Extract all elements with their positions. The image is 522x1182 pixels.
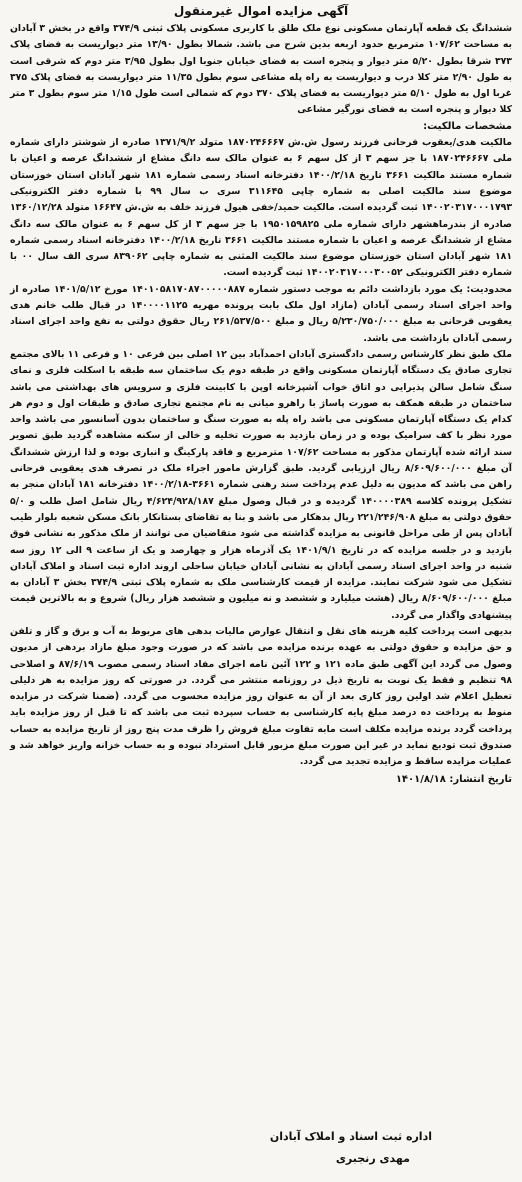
signer-name: مهدی رنجبری xyxy=(335,1152,410,1165)
property-description: ششدانگ یک قطعه آپارتمان مسکونی نوع ملک طلق با کاربری مسکونی پلاک ثبتی ۳۷۴/۹ واقع در بخش ۳ آبادان به مساحت ۱۰۷/۶۲ مترمربع حدود اربعه بدین شرح می باشد. شمالا بطول ۱۳/۹۰ متر دیواریست به فضای پلاک ۳۷۳ شرقا بطول ۵/۲۰ متر دیوار و پنجره است به فضای خیابان جنوبا اول بطول ۳/۹۵ متر دوم که شرقی است به طول ۲/۹۰ متر کلا درب و دیواریست به راه پله مشاعی سوم بطول ۱۱/۳۵ متر دیواریست به فضای پلاک ۳۷۵ غربا اول به طول ۵/۱۰ متر دیواریست به فضای پلاک ۳۷۰ دوم که شمالی است طول ۱/۱۵ متر سوم بطول ۳ متر کلا دیوار و پنجره است به فضای نورگیر مشاعی xyxy=(10,23,512,116)
signature-block xyxy=(10,1126,512,1176)
ownership-heading: مشخصات مالکیت: xyxy=(423,120,512,132)
publish-date: تاریخ انتشار: ۱۴۰۱/۸/۱۸ xyxy=(395,773,512,785)
issuing-office: اداره ثبت اسناد و املاک آبادان xyxy=(269,1130,432,1143)
restrictions-paragraph: محدودیت: یک مورد بازداشت دائم به موجب دستور شماره ۱۴۰۱۰۵۸۱۷۰۸۷۰۰۰۰۰۸۸۷ مورخ ۱۴۰۱/۵/۱۲ صادره از واحد اجرای اسناد رسمی آبادان (مازاد اول ملک بابت پرونده مهریه ۱۴۰۰۰۰۱۱۲۵ در قبال طلب خانم هدی یعقوبی فرحانی به مبلغ ۵/۲۳۰/۷۵۰/۰۰۰ ریال و مبلغ ۲۶۱/۵۳۷/۵۰۰ ریال حقوق دولتی به نفع واحد اجرای اسناد رسمی آبادان بازداشت می باشد. xyxy=(10,283,513,344)
ownership-details: مالکیت هدی/یعقوب فرحانی فرزند رسول ش.ش ۱۸۷۰۲۴۶۶۶۷ متولد ۱۳۷۱/۹/۲ صادره از شوشتر دارای شماره ملی ۱۸۷۰۲۴۶۶۶۷ با جز سهم ۳ از کل سهم ۶ به عنوان مالک سه دانگ مشاع از ششدانگ عرصه و اعیان با شماره مستند مالکیت ۳۶۶۱ تاریخ ۱۴۰۰/۲/۱۸ دفترخانه اسناد رسمی شماره ۱۸۱ شهر آبادان استان خوزستان موضوع سند مالکیت اصلی به شماره چاپی ۳۱۱۶۴۵ سری ب سال ۹۹ با شماره دفتر الکترونیکی ۱۴۰۰۲۰۳۱۷۰۰۰۱۷۹۳ ثبت گردیده است. مالکیت حمید/خفی هیول فرزند خلف به ش.ش ۱۶۶۴۷ متولد ۱۳۶۰/۱۲/۲۸ صادره از بندرماهشهر دارای شماره ملی ۱۹۵۰۱۵۹۸۲۵ با جز سهم ۳ از کل سهم ۶ به عنوان مالک سه دانگ مشاع از ششدانگ عرصه و اعیان با شماره مستند مالکیت ۳۶۶۱ تاریخ ۱۴۰۰/۲/۱۸ دفترخانه اسناد رسمی شماره ۱۸۱ شهر آبادان استان خوزستان موضوع سند مالکیت المثنی به شماره چاپی ۸۳۹۰۶۲ سری الف سال ۰۰ با شماره دفتر الکترونیکی ۱۴۰۰۲۰۳۱۷۰۰۰۳۰۰۵۲ ثبت گردیده است. xyxy=(10,137,513,279)
expert-assessment-paragraph: ملک طبق نظر کارشناس رسمی دادگستری آبادان احمدآباد بین ۱۲ اصلی بین فرعی ۱۰ و فرعی ۱۱ بالای مجتمع تجاری صادق یک دستگاه آپارتمان مسکونی واقع در طبقه دوم یک ساختمان سه طبقه با اسکلت فلزی و نمای سنگ شامل سالن پذیرایی دو اتاق خواب آشپزخانه اوپن با کابینت فلزی و سرویس های بهداشتی می باشد ساختمان در طبقه همکف به صورت پاساژ با راهرو میانی به نام مجتمع تجاری صادق و طبقات اول و دوم هر کدام یک دستگاه آپارتمان مسکونی می باشد راه پله به صورت سنگ و ساختمان بدون آسانسور می باشد واحد مورد نظر با کف سرامیک بوده و در زمان بازدید به صورت تخلیه و خالی از سکنه مشاهده گردید طبق تصویر سند ارائه شده آپارتمان مذکور به مساحت ۱۰۷/۶۲ مترمربع و فاقد پارکینگ و انباری بوده و لذا ارزش ششدانگ آن مبلغ ۸/۶۰۹/۶۰۰/۰۰۰ ریال ارزیابی گردید. طبق گزارش مامور اجراء ملک در تصرف هدی یعقوبی فرحانی راهن می باشد که مدیون به دلیل عدم پرداخت سند رهنی شماره ۳۶۶۱-۱۴۰۰/۲/۱۸ دفترخانه ۱۸۱ آبادان منجر به تشکیل پرونده کلاسه ۱۴۰۰۰۰۳۸۹ گردیده و در قبال وصول مبلغ ۴/۶۲۴/۹۲۸/۱۸۷ ریال شامل اصل طلب و ۵/۰ حقوق دولتی به مبلغ ۲۲۱/۲۴۶/۹۰۸ ریال بدهکار می باشد و بنا به تقاضای بستانکار بانک مسکن شعبه بلوار طیب آبادان پس از طی مراحل قانونی به مزایده گذاشته می شود متقاضیان می توانند از ملک مذکور به نشانی فوق بازدید و در جلسه مزایده که در تاریخ ۱۴۰۱/۹/۱ یک آذرماه هزار و چهارصد و یک از ساعت ۹ الی ۱۲ روز سه شنبه در واحد اجرای اسناد رسمی آبادان به نشانی آبادان خیابان ساحلی اروند اداره ثبت اسناد و املاک آبادان تشکیل می شود شرکت نمایند. مزایده از قیمت کارشناسی ملک به شماره پلاک ثبتی ۳۷۴/۹ بخش ۳ آبادان به مبلغ ۸/۶۰۹/۶۰۰/۰۰۰ ریال (هشت میلیارد و ششصد و نه میلیون و ششصد هزار ریال) شروع و به بالاترین قیمت پیشنهادی واگذار می گردد. xyxy=(10,348,513,621)
auction-terms-paragraph: بدیهی است پرداخت کلیه هزینه های نقل و انتقال عوارض مالیات بدهی های مربوط به آب و برق و گاز و تلفن و حق مزایده و حقوق دولتی به عهده برنده مزایده می باشد که در صورت وجود مبلغ مازاد بردهی از مدیون وصول می گردد این آگهی طبق ماده ۱۲۱ و ۱۲۲ آئین نامه اجرای مفاد اسناد رسمی مصوب ۸۷/۶/۱۹ و اصلاحی ۹۸ تنظیم و فقط یک نوبت به تاریخ ذیل در روزنامه منتشر می گردد. در صورتی که روز مزایده به هر دلیلی تعطیل اعلام شد اولین روز کاری بعد از آن به عنوان روز مزایده محسوب می گردد. (ضمنا شرکت در مزایده منوط به پرداخت ده درصد مبلغ پایه کارشناسی به حساب سپرده ثبت می باشد که تا قبل از روز مزایده باید پرداخت گردد برنده مزایده مکلف است مابه تفاوت مبلغ فروش را ظرف مدت پنج روز از تاریخ مزایده به حساب صندوق ثبت تودیع نماید در غیر این صورت مبلغ مزبور قابل استرداد نبوده و به حساب خزانه واریز خواهد شد و عملیات مزایده ساقط و مزایده تجدید می گردد. xyxy=(10,625,512,768)
notice-title: آگهی مزایده اموال غیرمنقول xyxy=(173,4,349,18)
